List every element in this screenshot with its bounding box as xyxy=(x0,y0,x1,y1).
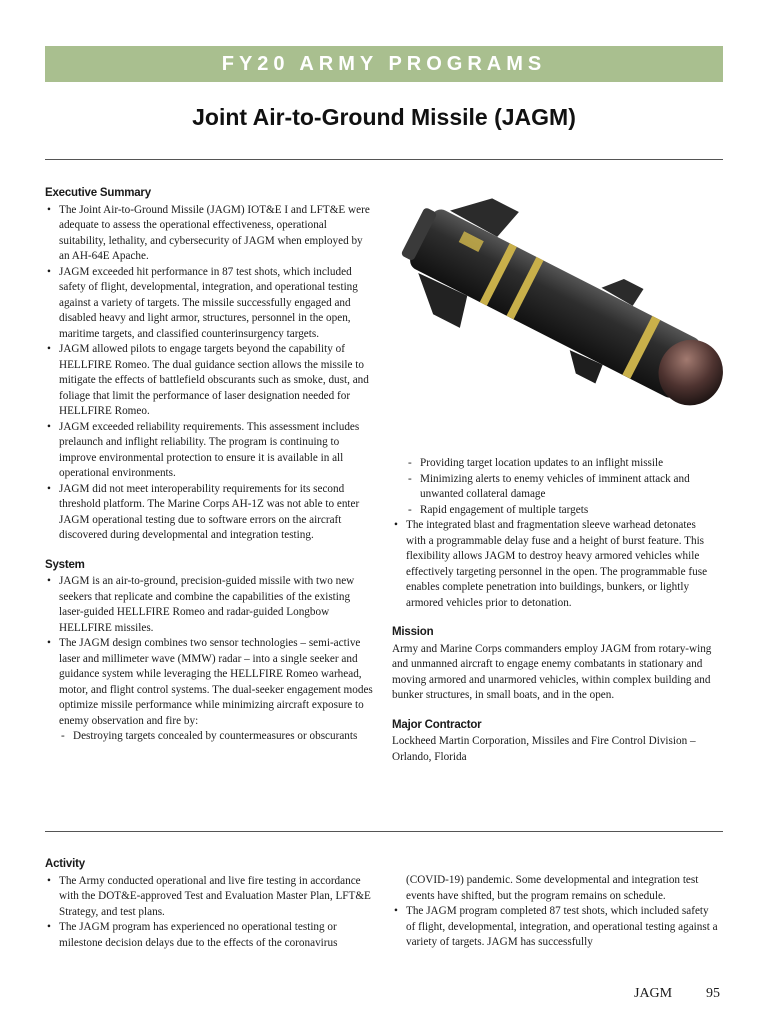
list-item: • JAGM exceeded reliability requirements. This assessment includes prelaunch and inflight reliability. The program is continuing to improve environmental protection to ensure it is available in all operational environments. xyxy=(45,420,373,482)
list-item: • JAGM exceeded hit performance in 87 test shots, which included safety of flight, developmental, integration, and operational testing against a variety of targets. The missile successfully engaged and disabled heavy and light armor, structures, personnel in the open, maritime targets, and classified counterinsurgency targets. xyxy=(45,265,373,343)
sub-list-item: - Minimizing alerts to enemy vehicles of imminent attack and unwanted collateral damage xyxy=(406,472,718,503)
system-list xyxy=(45,574,373,745)
system-list-continued xyxy=(392,518,718,611)
activity-heading: Activity xyxy=(45,858,85,870)
jagm-missile-image xyxy=(388,178,744,440)
activity-list-continued xyxy=(392,904,718,951)
list-item: • The integrated blast and fragmentation sleeve warhead detonates with a programmable delay fuse and a height of burst feature. This flexibility allows JAGM to destroy heavy armored vehicles while effectively targeting personnel in the open. The programmable fuse enables complete penetration into buildings, bunkers, or lightly armored vehicles prior to detonation. xyxy=(392,518,718,611)
sub-list-item: - Destroying targets concealed by countermeasures or obscurants xyxy=(59,729,373,745)
activity-left-column xyxy=(45,857,373,951)
list-item: • JAGM allowed pilots to engage targets beyond the capability of HELLFIRE Romeo. The dual guidance section allows the missile to mitigate the effects of battlefield obscurants such as smoke, dust, and foliage that limit the performance of laser designation needed for HELLFIRE Romeo. xyxy=(45,342,373,420)
list-item: • The JAGM program has experienced no operational testing or milestone decision delays due to the effects of the coronavirus xyxy=(45,920,373,951)
list-item: • The Army conducted operational and live fire testing in accordance with the DOT&E-approved Test and Evaluation Master Plan, LFT&E Strategy, and test plans. xyxy=(45,874,373,921)
list-item xyxy=(45,636,373,745)
program-banner xyxy=(45,46,723,82)
system-sub-list-continued xyxy=(406,456,718,518)
banner-text: FY20 ARMY PROGRAMS xyxy=(221,52,547,75)
list-item: • The JAGM program completed 87 test shots, which included safety of flight, developmental, integration, and operational testing against a variety of targets. JAGM has successfully xyxy=(392,904,718,951)
sub-list-item: - Providing target location updates to an inflight missile xyxy=(406,456,718,472)
list-item-text: The JAGM design combines two sensor technologies – semi-active laser and millimeter wave (MMW) radar – into a single seeker and guidance system while leveraging the HELLFIRE Romeo warhead, motor, and flight control systems. The dual-seeker engagement modes optimize missile performance while minimizing aircraft exposure to enemy observation and fire by: xyxy=(59,637,373,727)
mission-text: Army and Marine Corps commanders employ JAGM from rotary-wing and unmanned aircraft to engage enemy combatants in stationary and moving armored and unarmored vehicles, within complex building and bunker structures, in small boats, and in the open. xyxy=(392,642,712,701)
contractor-text: Lockheed Martin Corporation, Missiles and Fire Control Division – Orlando, Florida xyxy=(392,735,696,763)
sub-list xyxy=(59,729,373,745)
activity-continuation: (COVID-19) pandemic. Some developmental and integration test events have shifted, but the program remains on schedule. xyxy=(406,874,699,902)
page-number: 95 xyxy=(706,986,720,1001)
list-item: • JAGM is an air-to-ground, precision-guided missile with two new seekers that replicate and combine the capabilities of the existing laser-guided HELLFIRE Romeo and radar-guided Longbow HELLFIRE missiles. xyxy=(45,574,373,636)
list-item: • The Joint Air-to-Ground Missile (JAGM) IOT&E I and LFT&E were adequate to assess the operational effectiveness, operational suitability, lethality, and cybersecurity of JAGM when employed by an AH-64E Apache. xyxy=(45,203,373,265)
list-item: • JAGM did not meet interoperability requirements for its second threshold platform. The Marine Corps AH-1Z was not able to enter JAGM operational testing due to software errors on the aircraft discovered during developmental and integration testing. xyxy=(45,482,373,544)
footer-section-name: JAGM xyxy=(634,986,673,1001)
activity-right-column xyxy=(392,873,718,951)
right-column xyxy=(392,456,718,765)
mission-heading: Mission xyxy=(392,626,434,638)
exec-summary-heading: Executive Summary xyxy=(45,187,151,199)
contractor-heading: Major Contractor xyxy=(392,718,482,731)
sub-list-item: - Rapid engagement of multiple targets xyxy=(406,503,718,519)
activity-list xyxy=(45,874,373,952)
left-column xyxy=(45,186,373,745)
top-divider xyxy=(45,159,723,160)
exec-summary-list xyxy=(45,203,373,544)
page-title: Joint Air-to-Ground Missile (JAGM) xyxy=(192,104,576,130)
mid-divider xyxy=(45,831,723,832)
system-heading: System xyxy=(45,558,85,571)
